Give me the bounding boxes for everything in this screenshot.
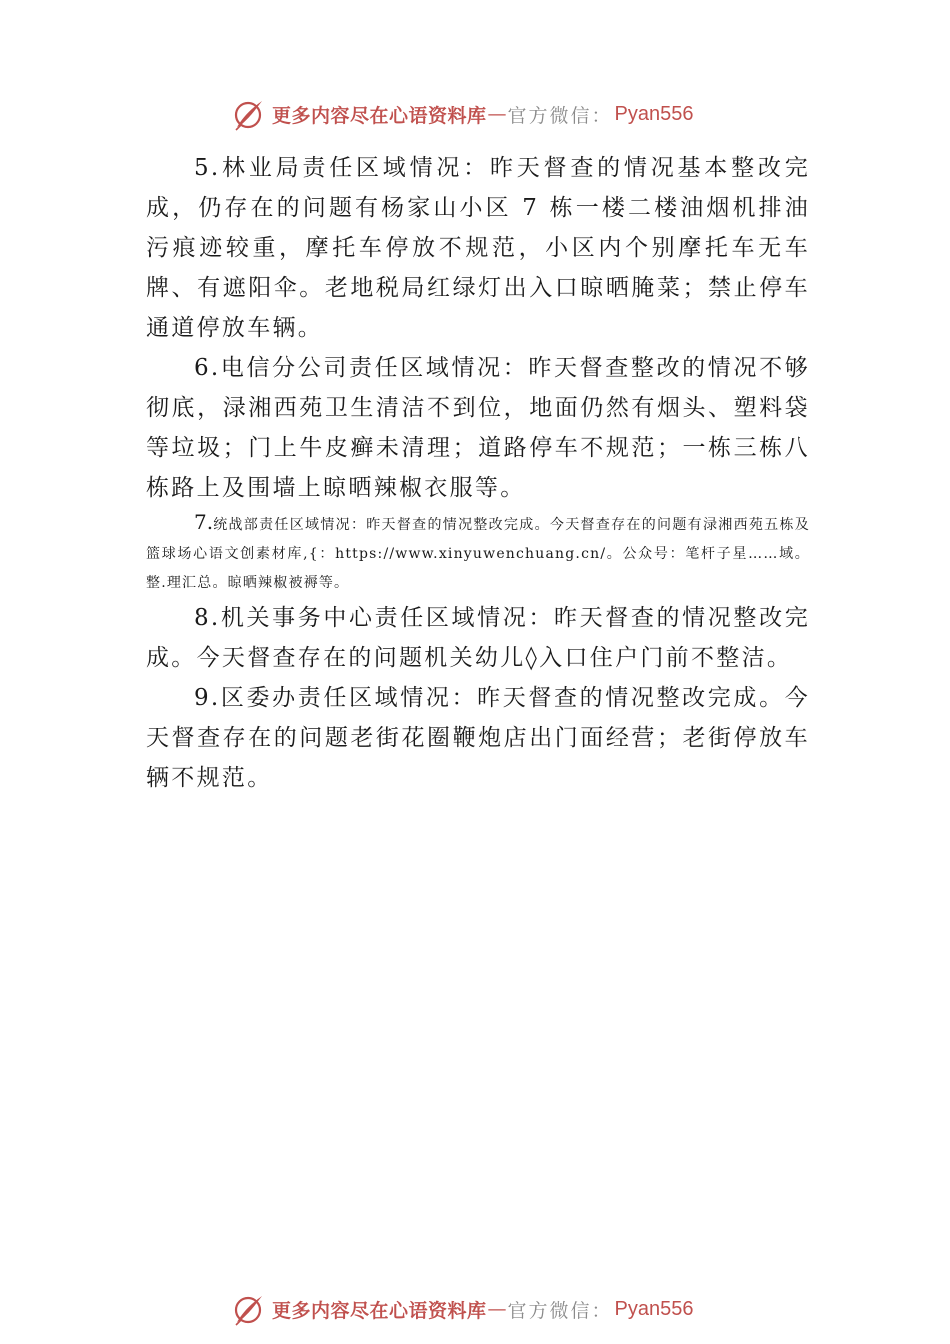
paragraph-7: [146, 508, 810, 598]
paragraph-7-number: 7.: [194, 510, 214, 534]
quill-logo-icon: [232, 1292, 266, 1326]
footer-account: Pyan556: [614, 1297, 694, 1320]
paragraph-8: 8.机关事务中心责任区域情况：昨天督查的情况整改完成。今天督查存在的问题机关幼儿◊入口住户门前不整洁。: [146, 605, 810, 671]
footer-brand: 更多内容尽在心语资料库: [272, 1299, 487, 1322]
banner-brand: 更多内容尽在心语资料库: [272, 104, 487, 127]
paragraph-7-text: 统战部责任区域情况：昨天督查的情况整改完成。今天督查存在的问题有渌湘西苑五栋及篮球场心语文创素材库,{：https://www.xinyuwenchuang.cn/。公众号：笔杆子星……域。整.理汇总。晾晒辣椒被褥等。: [146, 517, 810, 591]
footer-dash: —: [487, 1298, 507, 1320]
banner-contact-label: 官方微信：: [507, 104, 613, 127]
footer-banner: [232, 1291, 694, 1327]
paragraph-5: 5.林业局责任区域情况：昨天督查的情况基本整改完成，仍存在的问题有杨家山小区 7 栋一楼二楼油烟机排油污痕迹较重，摩托车停放不规范，小区内个别摩托车无车牌、有遮阳伞。老地税局红绿灯出入口晾晒腌菜；禁止停车通道停放车辆。: [146, 155, 810, 341]
paragraph-9: 9.区委办责任区域情况：昨天督查的情况整改完成。今天督查存在的问题老街花圈鞭炮店出门面经营；老街停放车辆不规范。: [146, 685, 810, 791]
paragraph-6: 6.电信分公司责任区域情况：昨天督查整改的情况不够彻底，渌湘西苑卫生清洁不到位，地面仍然有烟头、塑料袋等垃圾；门上牛皮癣未清理；道路停车不规范；一栋三栋八栋路上及围墙上晾晒辣椒衣服等。: [146, 355, 810, 501]
banner-dash: —: [487, 103, 507, 125]
quill-logo-icon: [232, 97, 266, 131]
header-banner: [232, 96, 694, 132]
banner-account: Pyan556: [614, 102, 694, 125]
footer-contact-label: 官方微信：: [507, 1299, 613, 1322]
document-body: [146, 148, 810, 798]
